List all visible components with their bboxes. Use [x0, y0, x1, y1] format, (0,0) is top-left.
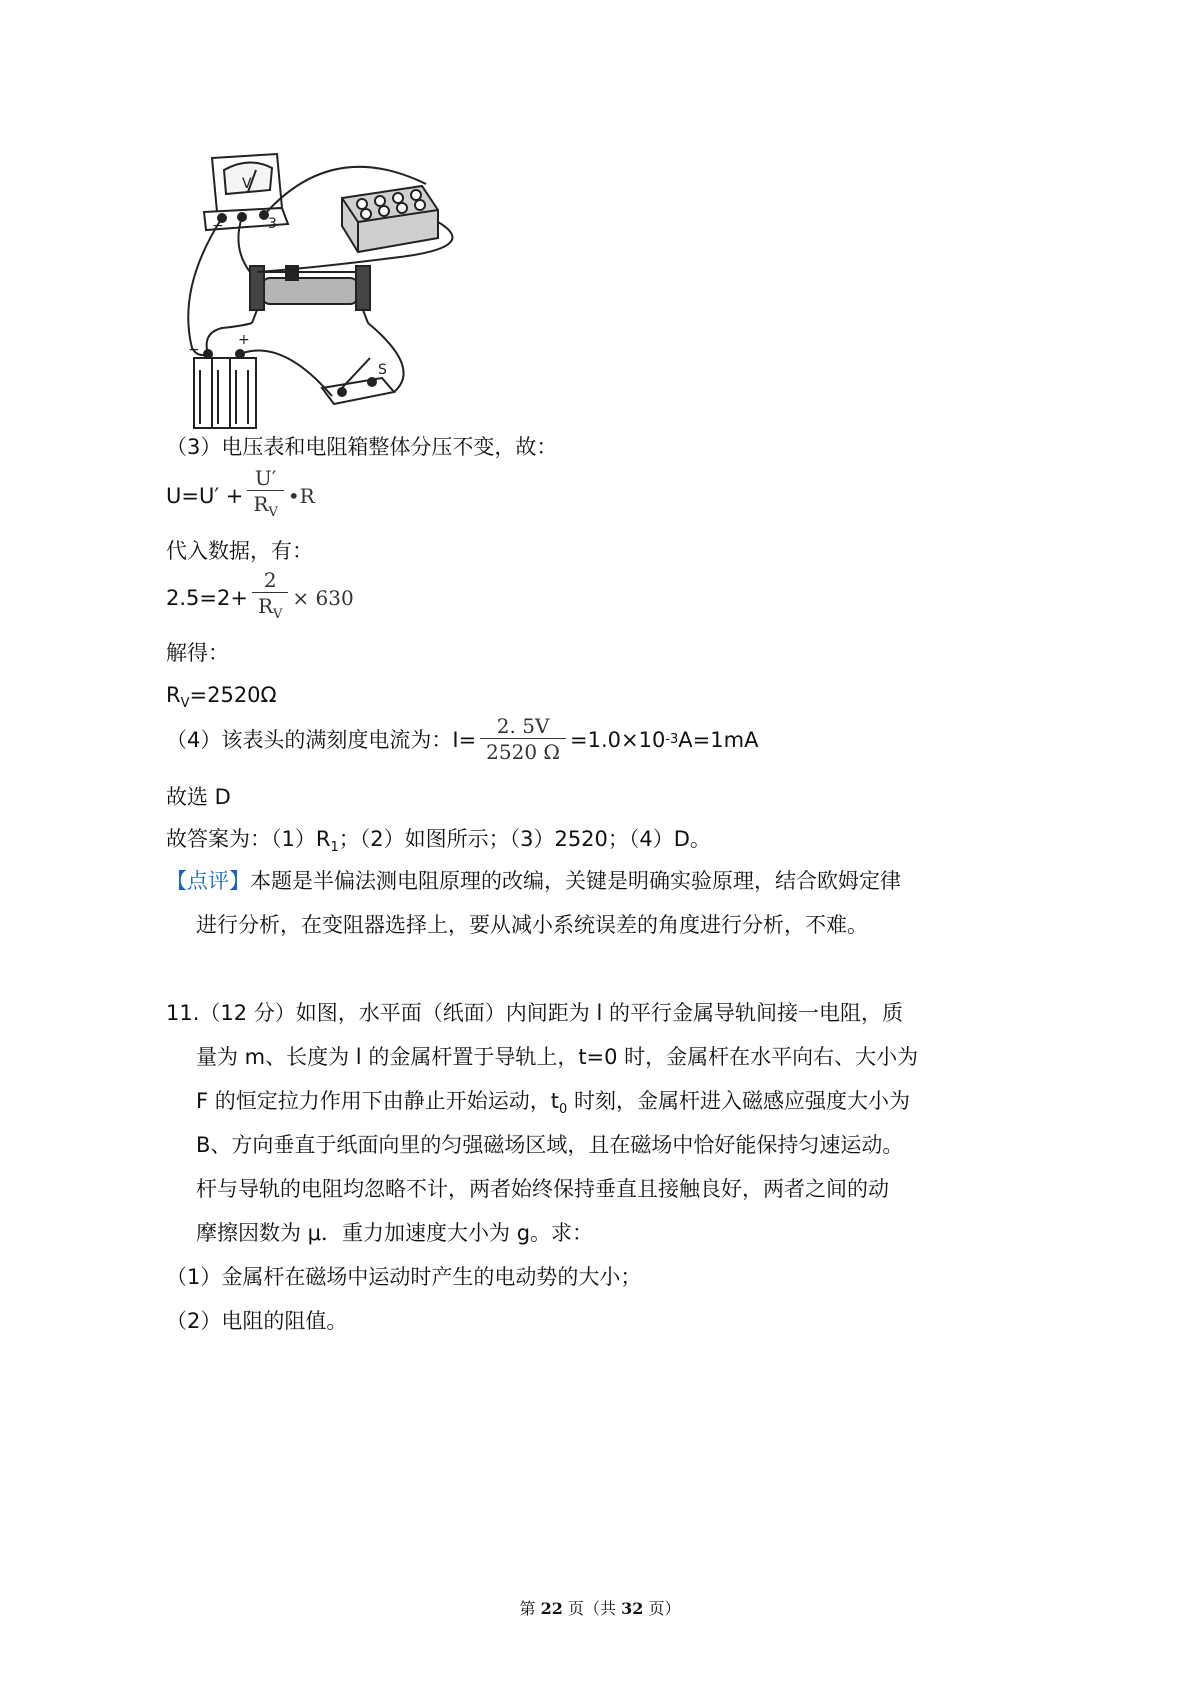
q11-sub-1: （1）金属杆在磁场中运动时产生的电动势的大小；	[166, 1265, 642, 1289]
eq2-lhs: 2.5=2+	[166, 586, 248, 610]
q11-sub-2: （2）电阻的阻值。	[166, 1309, 348, 1333]
q11-number: 11.	[166, 1001, 200, 1025]
q11-line-1	[166, 998, 903, 1028]
answer-line	[166, 824, 711, 863]
comment-text-1: 本题是半偏法测电阻原理的改编，关键是明确实验原理，结合欧姆定律	[250, 869, 901, 893]
battery-plus-sign: +	[238, 332, 250, 348]
q11-text-3a: F 的恒定拉力作用下由静止开始运动，t	[196, 1089, 559, 1113]
equation-1	[166, 466, 315, 522]
eq2-den-main: R	[257, 594, 274, 618]
step4-exp: -3	[665, 731, 679, 747]
result-rest: =2520Ω	[189, 683, 277, 707]
eq1-fraction	[247, 466, 283, 526]
footer-mid: 页（共	[562, 1599, 622, 1618]
q11-line-6: 摩擦因数为 μ．重力加速度大小为 g。求：	[196, 1221, 594, 1245]
eq2-fraction	[252, 568, 288, 628]
eq1-den-sub: V	[268, 505, 278, 520]
page-footer	[0, 1596, 1200, 1619]
voltmeter-minus: −	[212, 218, 224, 234]
footer-post: 页）	[643, 1599, 681, 1618]
step4-i-lhs: I=	[452, 727, 477, 752]
step4-text: （4）该表头的满刻度电流为：	[166, 727, 453, 752]
step4-tail: A=1mA	[678, 727, 759, 752]
eq1-numerator: U′	[254, 466, 277, 490]
answer-a: 故答案为：（1）R	[166, 827, 331, 851]
q11-line-5: 杆与导轨的电阻均忽略不计，两者始终保持垂直且接触良好，两者之间的动	[196, 1177, 889, 1201]
step4-mid: =1.0×10	[570, 727, 666, 752]
switch-label: S	[378, 362, 387, 378]
footer-page: 22	[540, 1599, 563, 1618]
circuit-diagram	[182, 148, 462, 448]
answer-sub: 1	[330, 840, 339, 856]
result-main: R	[166, 683, 181, 707]
step4	[166, 714, 758, 770]
footer-total: 32	[621, 1599, 644, 1618]
result-sub: V	[180, 696, 190, 712]
step4-denominator: 2520 Ω	[486, 740, 561, 764]
voltmeter-letter: V	[242, 176, 252, 192]
voltmeter-terminal-3: 3	[268, 216, 277, 232]
comment-tag: 【点评】	[166, 869, 250, 893]
battery-minus-sign: −	[188, 342, 200, 358]
step4-numerator: 2. 5V	[496, 714, 550, 738]
equation-2	[166, 568, 354, 624]
comment-line-1	[166, 866, 901, 896]
rheostat	[250, 266, 370, 323]
eq1-den-main: R	[253, 492, 269, 516]
q11-t0-sub: 0	[559, 1102, 568, 1118]
footer-pre: 第	[519, 1599, 541, 1618]
eq2-den-sub: V	[273, 607, 283, 622]
eq2-tail: × 630	[292, 586, 354, 610]
q11-line-2: 量为 m、长度为 l 的金属杆置于导轨上，t=0 时，金属杆在水平向右、大小为	[196, 1045, 919, 1069]
battery	[194, 350, 256, 428]
q11-line-3	[196, 1086, 910, 1125]
q11-line-4: B、方向垂直于纸面向里的匀强磁场区域，且在磁场中恰好能保持匀速运动。	[196, 1133, 904, 1157]
step4-fraction	[480, 714, 566, 765]
solve-text: 解得：	[166, 641, 229, 665]
q11-text-1: （12 分）如图，水平面（纸面）内间距为 l 的平行金属导轨间接一电阻，质	[199, 1001, 903, 1025]
eq1-tail: •R	[287, 484, 315, 508]
eq1-lhs: U=U′ +	[166, 484, 244, 508]
answer-b: ；（2）如图所示；（3）2520；（4）D。	[338, 827, 711, 851]
substitute-text: 代入数据，有：	[166, 539, 313, 563]
comment-line-2: 进行分析，在变阻器选择上，要从减小系统误差的角度进行分析，不难。	[196, 913, 868, 937]
step3-text: （3）电压表和电阻箱整体分压不变，故：	[166, 435, 558, 459]
eq2-numerator: 2	[263, 568, 277, 592]
choose-text: 故选 D	[166, 785, 231, 809]
q11-text-3b: 时刻，金属杆进入磁感应强度大小为	[567, 1089, 910, 1113]
